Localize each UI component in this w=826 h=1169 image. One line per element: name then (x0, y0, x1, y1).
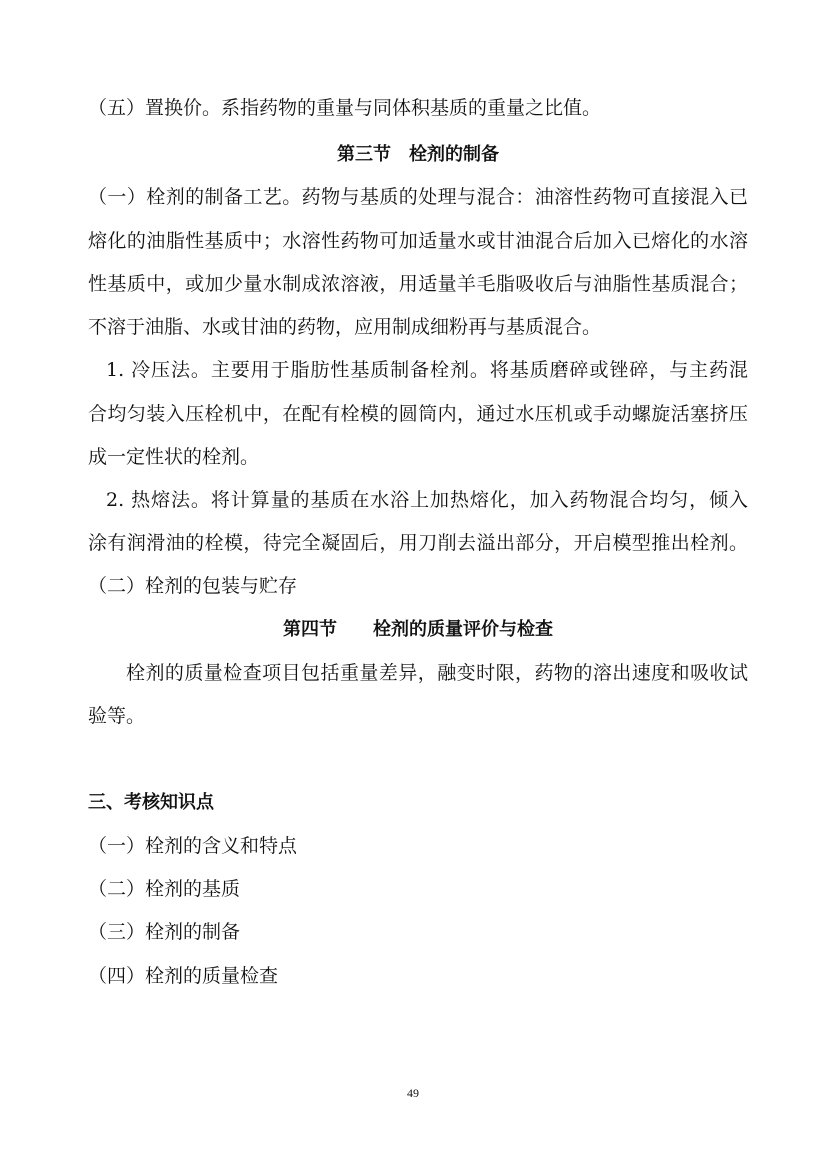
heading-section-4: 第四节 栓剂的质量评价与检查 (283, 619, 553, 640)
paragraph-cold-press-line-2: 合均匀装入压栓机中，在配有栓模的圆筒内，通过水压机或手动螺旋活塞挤压 (88, 403, 748, 425)
knowledge-point-item: （一）栓剂的含义和特点 (88, 835, 298, 857)
paragraph-displacement-value: （五）置换价。系指药物的重量与同体积基质的重量之比值。 (88, 97, 602, 119)
paragraph-preparation-line-4: 不溶于油脂、水或甘油的药物，应用制成细粉再与基质混合。 (88, 316, 602, 338)
paragraph-preparation-line-1: （一）栓剂的制备工艺。药物与基质的处理与混合：油溶性药物可直接混入已 (88, 186, 748, 208)
paragraph-cold-press-line-3: 成一定性状的栓剂。 (88, 446, 260, 468)
knowledge-point-item: （二）栓剂的基质 (88, 878, 241, 900)
paragraph-preparation-line-3: 性基质中，或加少量水制成浓溶液，用适量羊毛脂吸收后与油脂性基质混合； (88, 273, 748, 295)
paragraph-preparation-line-2: 熔化的油脂性基质中；水溶性药物可加适量水或甘油混合后加入已熔化的水溶 (88, 230, 748, 252)
page-number: 49 (407, 1086, 419, 1100)
paragraph-quality-check-line-2: 验等。 (88, 705, 146, 727)
paragraph-quality-check-line-1: 栓剂的质量检查项目包括重量差异，融变时限，药物的溶出速度和吸收试 (126, 662, 748, 684)
section-title-knowledge-points: 三、考核知识点 (88, 792, 214, 813)
paragraph-cold-press-line-1: 1. 冷压法。主要用于脂肪性基质制备栓剂。将基质磨碎或锉碎，与主药混 (106, 359, 748, 381)
paragraph-hot-melt-line-1: 2. 热熔法。将计算量的基质在水浴上加热熔化，加入药物混合均匀，倾入 (106, 489, 748, 511)
paragraph-hot-melt-line-2: 涂有润滑油的栓模，待完全凝固后，用刀削去溢出部分，开启模型推出栓剂。 (88, 532, 748, 554)
knowledge-point-item: （三）栓剂的制备 (88, 921, 241, 943)
heading-section-3: 第三节 栓剂的制备 (337, 144, 499, 165)
knowledge-point-item: （四）栓剂的质量检查 (88, 965, 279, 987)
paragraph-packaging-storage: （二）栓剂的包装与贮存 (88, 575, 298, 597)
